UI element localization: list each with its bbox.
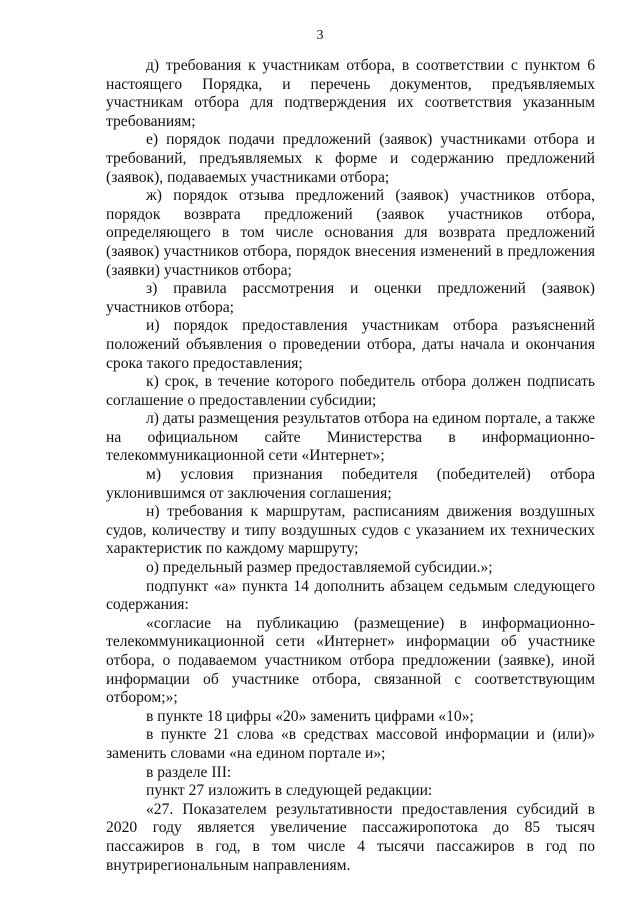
- paragraph-section-3: в разделе III:: [146, 763, 232, 781]
- paragraph-consent-quote: «согласие на публикацию (размещение) в информационно-телекоммуникационной сети «Интернет» информации об участнике отбора, о подаваемом участником отбора предложении (заявке), иной информации об участнике отбора, связанной с соответствующим отбором;»;: [106, 614, 595, 707]
- document-body: [106, 57, 595, 875]
- paragraph-subitem-i: и) порядок предоставления участникам отбора разъяснений положений объявления о проведении отбора, даты начала и окончания срока такого предоставления;: [106, 317, 595, 372]
- paragraph-subitem-o: о) предельный размер предоставляемой субсидии.»;: [146, 559, 493, 577]
- paragraph-item-21-amendment: в пункте 21 слова «в средствах массовой информации и (или)» заменить словами «на едином портале и»;: [106, 726, 595, 762]
- paragraph-subitem-z: з) правила рассмотрения и оценки предложений (заявок) участников отбора;: [106, 280, 595, 316]
- paragraph-subitem-l: л) даты размещения результатов отбора на едином портале, а также на официальном сайте Министерства в информационно-телекоммуникационной сети «Интернет»;: [106, 410, 595, 465]
- paragraph-item-27-amendment: пункт 27 изложить в следующей редакции:: [146, 782, 433, 800]
- paragraph-subitem-zh: ж) порядок отзыва предложений (заявок) участников отбора, порядок возврата предложений (заявок участников отбора, определяющего в том числе основания для возврата предложений (заявок) участников отбора, порядок внесения изменений в предложения (заявки) участников отбора;: [106, 187, 595, 279]
- paragraph-subitem-e: е) порядок подачи предложений (заявок) участниками отбора и требований, предъявляемых к форме и содержанию предложений (заявок), подаваемых участниками отбора;: [106, 131, 595, 186]
- paragraph-item-18-amendment: в пункте 18 цифры «20» заменить цифрами «10»;: [146, 707, 474, 725]
- paragraph-item-27-text: «27. Показателем результативности предоставления субсидий в 2020 году является увеличение пассажиропотока до 85 тысяч пассажиров в год, в том числе 4 тысячи пассажиров в год по внутрирегиональным направлениям.: [106, 800, 595, 874]
- paragraph-item-14-amendment: подпункт «а» пункта 14 дополнить абзацем седьмым следующего содержания:: [106, 577, 595, 614]
- paragraph-subitem-k: к) срок, в течение которого победитель отбора должен подписать соглашение о предоставлении субсидии;: [106, 373, 595, 409]
- paragraph-subitem-m: м) условия признания победителя (победителей) отбора уклонившимся от заключения соглашения;: [106, 466, 595, 502]
- paragraph-subitem-n: н) требования к маршрутам, расписаниям движения воздушных судов, количеству и типу воздушных судов с указанием их технических характеристик по каждому маршруту;: [106, 503, 595, 558]
- paragraph-subitem-d: д) требования к участникам отбора, в соответствии с пунктом 6 настоящего Порядка, и перечень документов, предъявляемых участникам отбора для подтверждения их соответствия указанным требованиям;: [106, 57, 595, 130]
- page-number: 3: [316, 28, 324, 43]
